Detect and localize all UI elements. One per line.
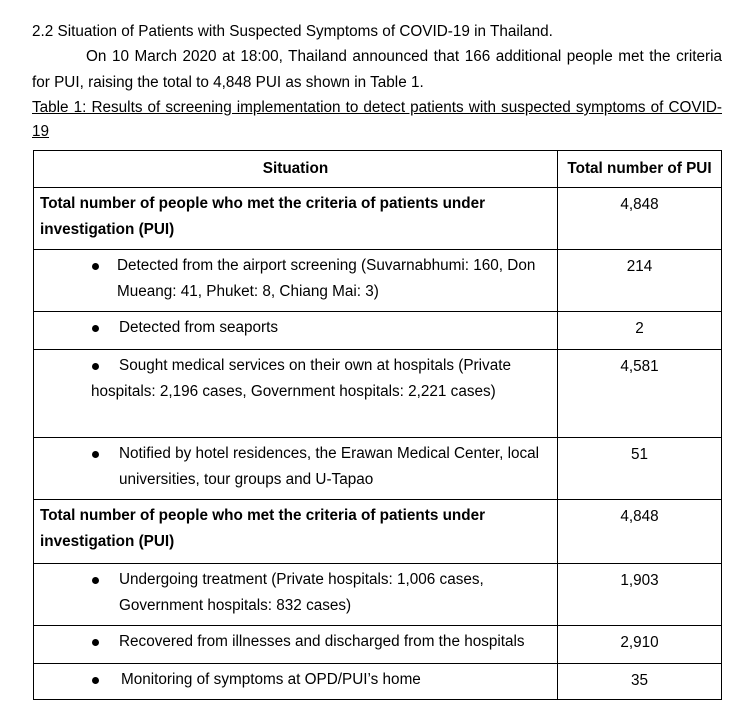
row-value: 2,910 bbox=[558, 626, 722, 664]
row-label: Notified by hotel residences, the Erawan Medical Center, local universities, tour groups and U-Tapao bbox=[119, 445, 540, 488]
header-total-pui: Total number of PUI bbox=[558, 151, 722, 188]
pui-table bbox=[33, 150, 722, 700]
table-row bbox=[34, 250, 722, 312]
table-row bbox=[34, 564, 722, 626]
row-label: Recovered from illnesses and discharged from the hospitals bbox=[119, 633, 525, 650]
bullet-icon bbox=[92, 263, 99, 270]
row-label: Detected from the airport screening (Suvarnabhumi: 160, Don Mueang: 41, Phuket: 8, Chiang Mai: 3) bbox=[117, 257, 536, 300]
table-row bbox=[34, 626, 722, 664]
row-label: Monitoring of symptoms at OPD/PUI’s home bbox=[121, 671, 421, 688]
bullet-icon bbox=[92, 639, 99, 646]
row-label: Sought medical services on their own at hospitals (Private hospitals: 2,196 cases, Government hospitals: 2,221 cases) bbox=[91, 357, 511, 400]
table-header-row bbox=[34, 151, 722, 188]
table-row bbox=[34, 500, 722, 564]
row-value: 51 bbox=[558, 438, 722, 500]
row-value: 4,848 bbox=[558, 188, 722, 250]
bullet-icon bbox=[92, 451, 99, 458]
bullet-icon bbox=[92, 363, 99, 370]
bullet-icon bbox=[92, 325, 99, 332]
bullet-icon bbox=[92, 577, 99, 584]
table-row bbox=[34, 350, 722, 438]
row-label: Total number of people who met the criteria of patients under investigation (PUI) bbox=[40, 507, 486, 550]
row-label: Detected from seaports bbox=[119, 319, 278, 336]
row-value: 4,848 bbox=[558, 500, 722, 564]
table-row bbox=[34, 438, 722, 500]
row-label: Undergoing treatment (Private hospitals: 1,006 cases, Government hospitals: 832 cases) bbox=[119, 571, 484, 614]
row-value: 214 bbox=[558, 250, 722, 312]
header-situation: Situation bbox=[34, 151, 558, 188]
row-value: 4,581 bbox=[558, 350, 722, 438]
intro-paragraph: On 10 March 2020 at 18:00, Thailand announced that 166 additional people met the criteria for PUI, raising the total to 4,848 PUI as shown in Table 1. bbox=[32, 48, 722, 91]
table-row bbox=[34, 312, 722, 350]
row-value: 1,903 bbox=[558, 564, 722, 626]
bullet-icon bbox=[92, 677, 99, 684]
row-value: 35 bbox=[558, 664, 722, 700]
table-caption: Table 1: Results of screening implementation to detect patients with suspected symptoms of COVID-19 bbox=[32, 99, 722, 140]
table-row bbox=[34, 188, 722, 250]
document-body bbox=[32, 20, 722, 144]
section-heading: 2.2 Situation of Patients with Suspected Symptoms of COVID-19 in Thailand. bbox=[32, 23, 553, 40]
table-row bbox=[34, 664, 722, 700]
row-value: 2 bbox=[558, 312, 722, 350]
row-label: Total number of people who met the criteria of patients under investigation (PUI) bbox=[40, 195, 486, 238]
